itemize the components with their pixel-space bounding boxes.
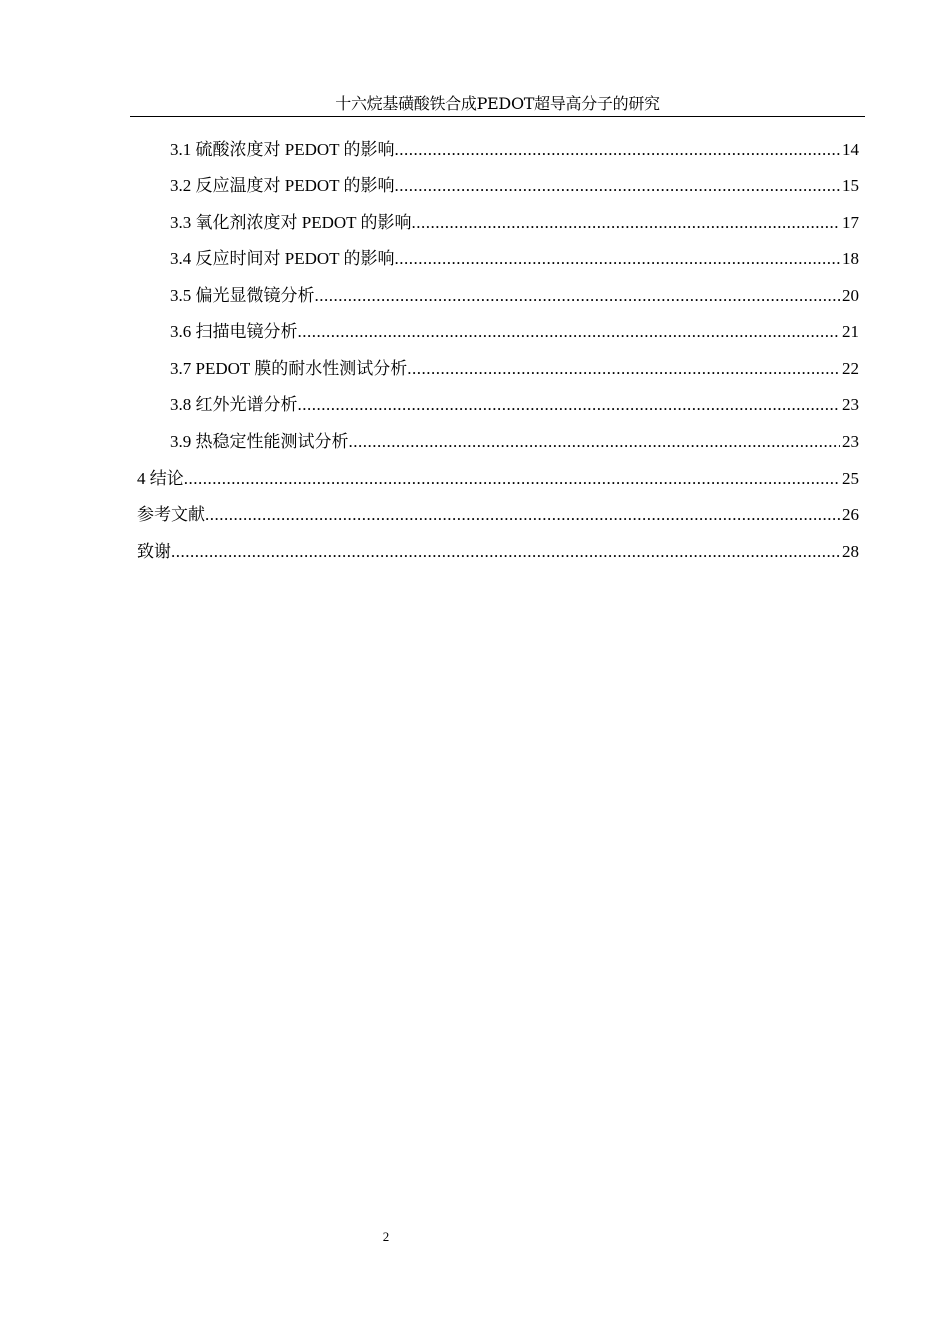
toc-dot-leader — [394, 139, 840, 161]
toc-entry-page: 14 — [842, 140, 859, 159]
toc-entry-page: 21 — [842, 322, 859, 341]
toc-entry[interactable] — [170, 175, 859, 197]
toc-entry-page: 23 — [842, 432, 859, 451]
toc-entry-label: 4 结论 — [137, 469, 184, 488]
toc-entry[interactable] — [170, 248, 859, 270]
toc-entry[interactable] — [170, 139, 859, 161]
toc-entry-label: 3.8 红外光谱分析 — [170, 395, 298, 414]
toc-dot-leader — [349, 431, 841, 453]
toc-entry-page: 23 — [842, 395, 859, 414]
toc-dot-leader — [205, 504, 840, 526]
toc-entry-label: 3.3 氧化剂浓度对 PEDOT 的影响 — [170, 213, 412, 232]
toc-entry-label: 3.2 反应温度对 PEDOT 的影响 — [170, 176, 395, 195]
toc-entry[interactable] — [170, 212, 859, 234]
toc-dot-leader — [315, 285, 841, 307]
toc-entry-page: 22 — [842, 359, 859, 378]
toc-entry-page: 17 — [842, 213, 859, 232]
toc-entry-label: 3.9 热稳定性能测试分析 — [170, 432, 349, 451]
toc-dot-leader — [298, 321, 841, 343]
toc-entry-page: 28 — [842, 542, 859, 561]
toc-entry-label: 3.5 偏光显微镜分析 — [170, 286, 315, 305]
toc-dot-leader — [184, 468, 840, 490]
toc-entry[interactable] — [137, 541, 859, 563]
toc-entry-page: 18 — [842, 249, 859, 268]
toc-entry[interactable] — [137, 468, 859, 490]
toc-entry-label: 3.7 PEDOT 膜的耐水性测试分析 — [170, 359, 408, 378]
toc-entry-page: 20 — [842, 286, 859, 305]
toc-dot-leader — [298, 394, 841, 416]
toc-dot-leader — [171, 541, 840, 563]
toc-entry-page: 25 — [842, 469, 859, 488]
toc-entry[interactable] — [170, 321, 859, 343]
toc-entry[interactable] — [137, 504, 859, 526]
toc-entry[interactable] — [170, 285, 859, 307]
toc-entry-page: 15 — [842, 176, 859, 195]
toc-dot-leader — [407, 358, 840, 380]
page-header — [130, 92, 865, 117]
toc-entry[interactable] — [170, 358, 859, 380]
toc-entry[interactable] — [170, 394, 859, 416]
toc-entry-label: 致谢 — [137, 542, 171, 561]
header-title: 十六烷基磺酸铁合成PEDOT超导高分子的研究 — [335, 94, 660, 113]
toc-dot-leader — [411, 212, 840, 234]
toc-dot-leader — [394, 175, 840, 197]
toc-entry-page: 26 — [842, 505, 859, 524]
toc-dot-leader — [394, 248, 840, 270]
toc-entry-label: 参考文献 — [137, 505, 205, 524]
toc-entry-label: 3.4 反应时间对 PEDOT 的影响 — [170, 249, 395, 268]
page-number: 2 — [382, 1229, 390, 1244]
toc-entry[interactable] — [170, 431, 859, 453]
toc-entry-label: 3.1 硫酸浓度对 PEDOT 的影响 — [170, 140, 395, 159]
toc-entry-label: 3.6 扫描电镜分析 — [170, 322, 298, 341]
